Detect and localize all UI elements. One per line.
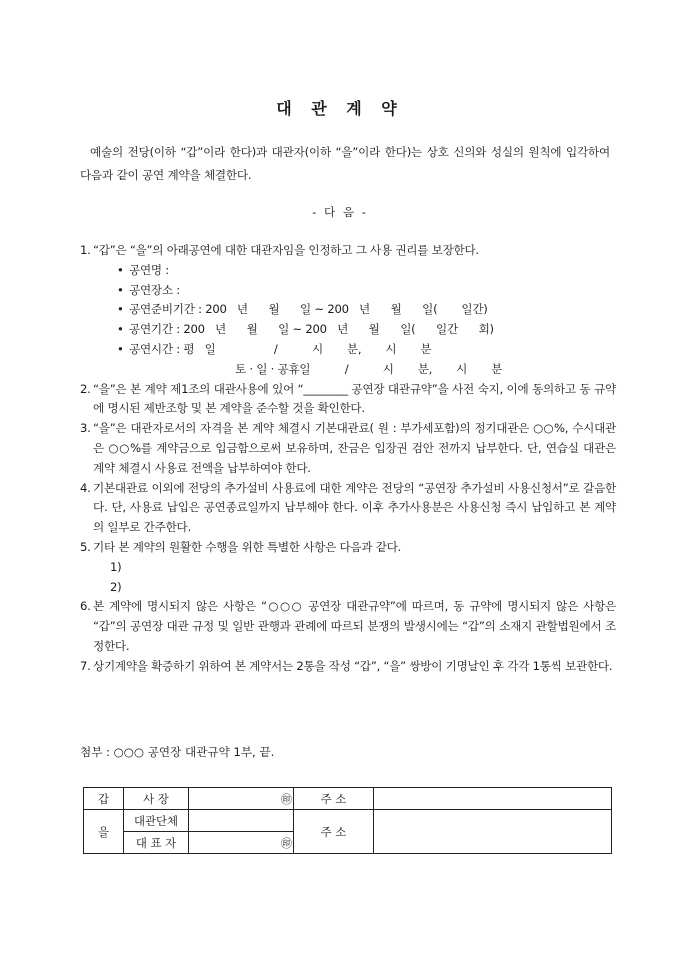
clause-text: 상기계약을 확증하기 위하여 본 계약서는 2통을 작성 “갑”, “을” 쌍방이 기명날인 후 각각 1통씩 보관한다. xyxy=(93,658,613,673)
detail-prep-period: • 공연준비기간 : 200 년 월 일 ~ 200 년 월 일( 일간) xyxy=(93,300,616,320)
party-b-label: 을 xyxy=(84,810,124,854)
address-label: 주 소 xyxy=(294,810,374,854)
special-terms-list xyxy=(93,558,616,598)
clause-number: 5. xyxy=(80,539,91,554)
clause-text: “을”은 본 계약 제1조의 대관사용에 있어 “________ 공연장 대관규약”을 사전 숙지, 이에 동의하고 동 규약에 명시된 제반조항 및 본 계약을 준수할 것을 확인한다. xyxy=(93,381,616,416)
bullet-icon: • xyxy=(117,322,124,337)
clause-text: “을”은 대관자로서의 자격을 본 계약 체결시 기본대관료( 원 : 부가세포함)의 정기대관은 ○○%, 수시대관은 ○○%를 계약금으로 입금함으로써 보유하며, 잔금은 입장권 검안 전까지 납부한다. 단, 연습실 대관은 계약 체결시 사용료 전액을 납부하여야 한다. xyxy=(93,421,616,475)
clause-number: 4. xyxy=(80,480,91,495)
party-a-row xyxy=(84,788,612,810)
detail-performance-time: • 공연시간 : 평 일 / 시 분, 시 분 xyxy=(93,340,616,360)
separator-heading: - 다 음 - xyxy=(312,205,368,219)
party-a-address-field[interactable] xyxy=(374,788,612,810)
seal-icon: ㊞ xyxy=(281,836,292,850)
president-label: 사 장 xyxy=(124,788,189,810)
bullet-icon: • xyxy=(117,282,124,297)
party-b-address-field[interactable] xyxy=(374,810,612,854)
clause-text: “갑”은 “을”의 아래공연에 대한 대관자임을 인정하고 그 사용 권리를 보장한다. xyxy=(93,243,479,257)
performance-details-list xyxy=(93,261,616,380)
clause-6 xyxy=(80,597,616,656)
detail-weekend-time: 토 · 일 · 공휴일 / 시 분, 시 분 xyxy=(235,361,503,376)
bullet-icon: • xyxy=(117,262,124,277)
detail-performance-period: • 공연기간 : 200 년 월 일 ~ 200 년 월 일( 일간 회) xyxy=(93,320,616,340)
document-title: 대 관 계 약 xyxy=(276,99,404,118)
clause-number: 2. xyxy=(80,381,91,396)
special-term-1: 1) xyxy=(110,559,122,574)
address-label: 주 소 xyxy=(294,788,374,810)
signature-table xyxy=(83,787,612,854)
party-b-row-org xyxy=(84,810,612,832)
clause-7 xyxy=(80,657,616,677)
clause-number: 7. xyxy=(80,658,91,673)
detail-title: • 공연명 : xyxy=(93,261,616,281)
clause-number: 3. xyxy=(80,421,91,436)
clause-number: 1. xyxy=(80,243,91,257)
clauses-section xyxy=(80,241,616,677)
attachment-note: 첨부 : ○○○ 공연장 대관규약 1부, 끝. xyxy=(80,745,275,759)
organization-label: 대관단체 xyxy=(124,810,189,832)
seal-icon: ㊞ xyxy=(281,792,292,806)
intro-paragraph: 예술의 전당(이하 “갑”이라 한다)과 대관자(이하 “을”이라 한다)는 상호 신의와 성실의 원칙에 입각하여 다음과 같이 공연 계약을 체결한다. xyxy=(80,145,610,182)
clause-1 xyxy=(80,241,616,380)
clause-2 xyxy=(80,380,616,420)
clause-text: 기본대관료 이외에 전당의 추가설비 사용료에 대한 계약은 전당의 “공연장 추가설비 사용신청서”로 갈음한다. 단, 사용료 납입은 공연종료일까지 납부해야 한다. 이후 추가사용분은 사용신청 즉시 납입하고 본 계약의 일부로 간주한다. xyxy=(93,480,616,535)
party-a-label: 갑 xyxy=(84,788,124,810)
detail-venue: • 공연장소 : xyxy=(93,281,616,301)
special-term-2: 2) xyxy=(110,579,122,594)
clause-number: 6. xyxy=(80,599,91,614)
representative-label: 대 표 자 xyxy=(124,832,189,854)
bullet-icon: • xyxy=(117,302,124,317)
organization-field[interactable] xyxy=(189,810,294,832)
clause-4 xyxy=(80,479,616,538)
bullet-icon: • xyxy=(117,341,124,356)
party-a-signature-field[interactable] xyxy=(189,788,294,810)
clause-text: 기타 본 계약의 원활한 수행을 위한 특별한 사항은 다음과 같다. xyxy=(93,539,402,554)
clause-5 xyxy=(80,538,616,597)
clause-text: 본 계약에 명시되지 않은 사항은 “○○○ 공연장 대관규약”에 따르며, 동 규약에 명시되지 않은 사항은 “갑”의 공연장 대관 규정 및 일반 관행과 관례에 따르되 분쟁의 발생시에는 “갑”의 소재지 관할법원에서 조정한다. xyxy=(93,599,616,653)
clause-3 xyxy=(80,419,616,478)
party-b-signature-field[interactable] xyxy=(189,832,294,854)
